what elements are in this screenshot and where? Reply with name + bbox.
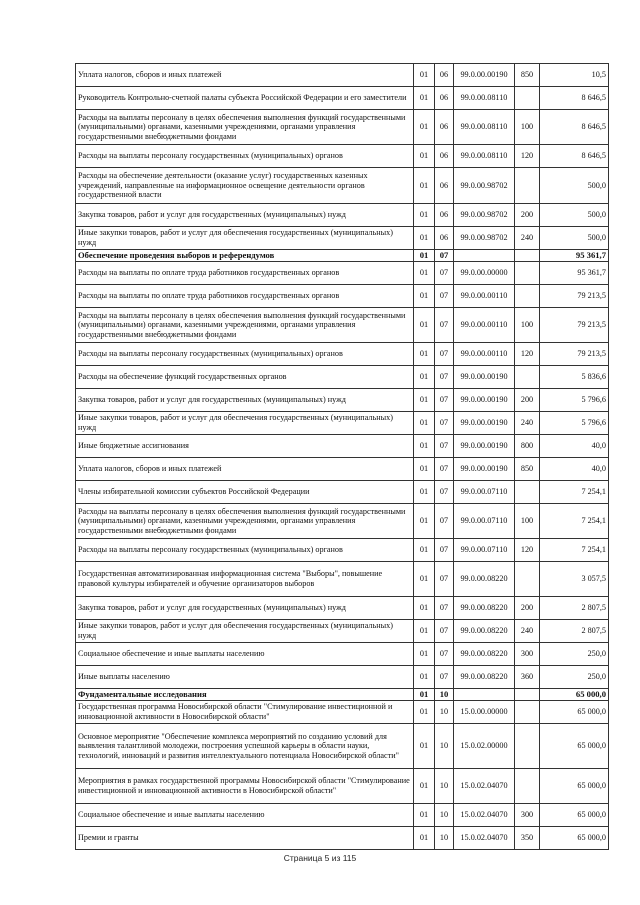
row-amount: 8 646,5 (540, 87, 609, 110)
table-row (76, 504, 609, 539)
row-expense-type: 200 (515, 389, 540, 412)
row-name: Государственная программа Новосибирской области "Стимулирование инвестиционной и инновационной активности в Новосибирской области" (76, 701, 414, 724)
row-name: Расходы на выплаты персоналу государственных (муниципальных) органов (76, 539, 414, 562)
row-expense-type: 350 (515, 827, 540, 850)
row-target-article (454, 689, 515, 701)
row-subsection-code: 06 (435, 64, 454, 87)
row-amount: 10,5 (540, 64, 609, 87)
row-expense-type: 800 (515, 435, 540, 458)
row-name: Фундаментальные исследования (76, 689, 414, 701)
row-name: Социальное обеспечение и иные выплаты населению (76, 643, 414, 666)
row-target-article: 15.0.02.00000 (454, 724, 515, 769)
row-expense-type (515, 701, 540, 724)
table-row (76, 110, 609, 145)
row-target-article: 99.0.00.98702 (454, 204, 515, 227)
row-expense-type (515, 481, 540, 504)
row-target-article: 99.0.00.08220 (454, 666, 515, 689)
row-target-article: 99.0.00.98702 (454, 168, 515, 204)
row-name: Иные выплаты населению (76, 666, 414, 689)
budget-table (75, 63, 609, 850)
row-amount: 95 361,7 (540, 250, 609, 262)
row-expense-type: 240 (515, 412, 540, 435)
row-section-code: 01 (414, 804, 435, 827)
row-section-code: 01 (414, 562, 435, 597)
row-target-article: 99.0.00.00110 (454, 285, 515, 308)
row-target-article: 99.0.00.00190 (454, 64, 515, 87)
row-amount: 500,0 (540, 168, 609, 204)
table-row (76, 701, 609, 724)
row-expense-type (515, 366, 540, 389)
row-section-code: 01 (414, 643, 435, 666)
row-amount: 65 000,0 (540, 804, 609, 827)
row-target-article: 15.0.00.00000 (454, 701, 515, 724)
row-amount: 5 836,6 (540, 366, 609, 389)
row-section-code: 01 (414, 308, 435, 343)
row-name: Государственная автоматизированная информационная система "Выборы", повышение правовой культуры избирателей и обучение организаторов выборов (76, 562, 414, 597)
row-section-code: 01 (414, 285, 435, 308)
row-subsection-code: 07 (435, 458, 454, 481)
table-row (76, 562, 609, 597)
row-target-article: 15.0.02.04070 (454, 769, 515, 804)
table-row (76, 481, 609, 504)
row-subsection-code: 07 (435, 620, 454, 643)
row-expense-type (515, 769, 540, 804)
row-subsection-code: 06 (435, 87, 454, 110)
row-section-code: 01 (414, 343, 435, 366)
row-expense-type: 100 (515, 308, 540, 343)
row-name: Расходы на выплаты персоналу государственных (муниципальных) органов (76, 145, 414, 168)
row-subsection-code: 07 (435, 504, 454, 539)
row-expense-type: 120 (515, 145, 540, 168)
row-target-article: 99.0.00.08220 (454, 597, 515, 620)
row-subsection-code: 10 (435, 804, 454, 827)
row-name: Расходы на выплаты персоналу государственных (муниципальных) органов (76, 343, 414, 366)
row-subsection-code: 06 (435, 204, 454, 227)
row-section-code: 01 (414, 539, 435, 562)
row-amount: 65 000,0 (540, 724, 609, 769)
row-expense-type: 200 (515, 597, 540, 620)
row-amount: 40,0 (540, 435, 609, 458)
row-amount: 65 000,0 (540, 769, 609, 804)
row-expense-type: 120 (515, 539, 540, 562)
row-subsection-code: 06 (435, 168, 454, 204)
table-row (76, 204, 609, 227)
row-subsection-code: 07 (435, 308, 454, 343)
row-amount: 2 807,5 (540, 620, 609, 643)
row-subsection-code: 07 (435, 412, 454, 435)
row-expense-type (515, 250, 540, 262)
row-expense-type (515, 168, 540, 204)
table-row (76, 389, 609, 412)
row-subsection-code: 07 (435, 562, 454, 597)
row-section-code: 01 (414, 504, 435, 539)
row-amount: 7 254,1 (540, 539, 609, 562)
row-amount: 3 057,5 (540, 562, 609, 597)
row-name: Уплата налогов, сборов и иных платежей (76, 458, 414, 481)
row-target-article: 99.0.00.08110 (454, 87, 515, 110)
row-target-article: 99.0.00.08220 (454, 620, 515, 643)
row-subsection-code: 07 (435, 481, 454, 504)
row-name: Закупка товаров, работ и услуг для государственных (муниципальных) нужд (76, 204, 414, 227)
row-section-code: 01 (414, 168, 435, 204)
row-target-article: 99.0.00.00110 (454, 308, 515, 343)
table-row (76, 435, 609, 458)
row-expense-type: 300 (515, 643, 540, 666)
row-subsection-code: 07 (435, 285, 454, 308)
row-name: Члены избирательной комиссии субъектов Российской Федерации (76, 481, 414, 504)
table-body (76, 64, 609, 850)
row-subsection-code: 06 (435, 145, 454, 168)
table-row (76, 412, 609, 435)
row-section-code: 01 (414, 145, 435, 168)
table-row (76, 643, 609, 666)
row-expense-type (515, 562, 540, 597)
row-expense-type (515, 689, 540, 701)
row-expense-type: 100 (515, 110, 540, 145)
page-number: Страница 5 из 115 (283, 853, 357, 863)
row-expense-type: 850 (515, 458, 540, 481)
row-target-article: 99.0.00.08220 (454, 562, 515, 597)
row-subsection-code: 07 (435, 343, 454, 366)
row-subsection-code: 10 (435, 701, 454, 724)
row-target-article: 99.0.00.08220 (454, 643, 515, 666)
table-row (76, 666, 609, 689)
row-section-code: 01 (414, 204, 435, 227)
row-amount: 40,0 (540, 458, 609, 481)
row-section-code: 01 (414, 701, 435, 724)
row-expense-type: 100 (515, 504, 540, 539)
table-row (76, 827, 609, 850)
row-section-code: 01 (414, 689, 435, 701)
row-amount: 250,0 (540, 643, 609, 666)
row-target-article: 99.0.00.00110 (454, 343, 515, 366)
row-section-code: 01 (414, 227, 435, 250)
row-name: Расходы на обеспечение функций государственных органов (76, 366, 414, 389)
row-section-code: 01 (414, 666, 435, 689)
row-target-article: 99.0.00.00000 (454, 262, 515, 285)
row-subsection-code: 07 (435, 666, 454, 689)
row-name: Иные закупки товаров, работ и услуг для обеспечения государственных (муниципальных) нужд (76, 620, 414, 643)
table-row (76, 724, 609, 769)
row-amount: 65 000,0 (540, 689, 609, 701)
row-expense-type: 240 (515, 227, 540, 250)
row-section-code: 01 (414, 250, 435, 262)
row-name: Мероприятия в рамках государственной программы Новосибирской области "Стимулирование инвестиционной и инновационной активности в Новосибирской области" (76, 769, 414, 804)
table-row (76, 539, 609, 562)
row-name: Расходы на выплаты персоналу в целях обеспечения выполнения функций государственными (муниципальными) органами, казенными учреждениями, органами управления государственными внебюджетными фондами (76, 308, 414, 343)
table-row (76, 458, 609, 481)
row-section-code: 01 (414, 64, 435, 87)
row-expense-type (515, 724, 540, 769)
row-name: Расходы на обеспечение деятельности (оказание услуг) государственных казенных учреждений, направленные на информационное освещение деятельности органов государственной власти (76, 168, 414, 204)
row-target-article: 15.0.02.04070 (454, 804, 515, 827)
row-name: Руководитель Контрольно-счетной палаты субъекта Российской Федерации и его заместители (76, 87, 414, 110)
row-amount: 8 646,5 (540, 145, 609, 168)
row-amount: 5 796,6 (540, 412, 609, 435)
row-section-code: 01 (414, 435, 435, 458)
row-target-article: 99.0.00.98702 (454, 227, 515, 250)
table-row (76, 597, 609, 620)
table-row (76, 804, 609, 827)
row-name: Иные закупки товаров, работ и услуг для обеспечения государственных (муниципальных) нужд (76, 227, 414, 250)
row-amount: 79 213,5 (540, 343, 609, 366)
row-amount: 500,0 (540, 204, 609, 227)
row-expense-type (515, 285, 540, 308)
row-amount: 8 646,5 (540, 110, 609, 145)
table-row (76, 620, 609, 643)
table-section-row (76, 689, 609, 701)
row-subsection-code: 10 (435, 827, 454, 850)
row-name: Расходы на выплаты персоналу в целях обеспечения выполнения функций государственными (муниципальными) органами, казенными учреждениями, органами управления государственными внебюджетными фондами (76, 110, 414, 145)
row-target-article: 99.0.00.07110 (454, 539, 515, 562)
row-target-article (454, 250, 515, 262)
table-row (76, 308, 609, 343)
row-amount: 500,0 (540, 227, 609, 250)
row-target-article: 99.0.00.07110 (454, 481, 515, 504)
row-target-article: 99.0.00.07110 (454, 504, 515, 539)
row-section-code: 01 (414, 620, 435, 643)
row-section-code: 01 (414, 597, 435, 620)
row-name: Премии и гранты (76, 827, 414, 850)
row-name: Закупка товаров, работ и услуг для государственных (муниципальных) нужд (76, 389, 414, 412)
row-section-code: 01 (414, 366, 435, 389)
row-amount: 65 000,0 (540, 827, 609, 850)
row-section-code: 01 (414, 481, 435, 504)
table-row (76, 285, 609, 308)
row-name: Расходы на выплаты по оплате труда работников государственных органов (76, 285, 414, 308)
row-amount: 5 796,6 (540, 389, 609, 412)
row-target-article: 99.0.00.00190 (454, 389, 515, 412)
table-row (76, 168, 609, 204)
row-subsection-code: 07 (435, 366, 454, 389)
table-row (76, 87, 609, 110)
row-section-code: 01 (414, 412, 435, 435)
row-subsection-code: 06 (435, 227, 454, 250)
row-name: Расходы на выплаты персоналу в целях обеспечения выполнения функций государственными (муниципальными) органами, казенными учреждениями, органами управления государственными внебюджетными фондами (76, 504, 414, 539)
row-section-code: 01 (414, 389, 435, 412)
row-subsection-code: 07 (435, 435, 454, 458)
row-target-article: 99.0.00.08110 (454, 145, 515, 168)
row-target-article: 99.0.00.00190 (454, 366, 515, 389)
row-section-code: 01 (414, 262, 435, 285)
row-name: Социальное обеспечение и иные выплаты населению (76, 804, 414, 827)
table-section-row (76, 250, 609, 262)
row-subsection-code: 10 (435, 724, 454, 769)
row-name: Уплата налогов, сборов и иных платежей (76, 64, 414, 87)
table-row (76, 343, 609, 366)
table-row (76, 769, 609, 804)
table-row (76, 227, 609, 250)
table-row (76, 262, 609, 285)
row-target-article: 99.0.00.08110 (454, 110, 515, 145)
table-row (76, 366, 609, 389)
row-target-article: 99.0.00.00190 (454, 458, 515, 481)
row-target-article: 99.0.00.00190 (454, 435, 515, 458)
row-expense-type: 850 (515, 64, 540, 87)
row-subsection-code: 07 (435, 389, 454, 412)
row-name: Обеспечение проведения выборов и референдумов (76, 250, 414, 262)
row-amount: 79 213,5 (540, 308, 609, 343)
row-subsection-code: 07 (435, 262, 454, 285)
row-section-code: 01 (414, 87, 435, 110)
row-name: Иные бюджетные ассигнования (76, 435, 414, 458)
row-section-code: 01 (414, 110, 435, 145)
row-section-code: 01 (414, 458, 435, 481)
row-amount: 95 361,7 (540, 262, 609, 285)
row-expense-type: 200 (515, 204, 540, 227)
row-target-article: 99.0.00.00190 (454, 412, 515, 435)
row-expense-type: 120 (515, 343, 540, 366)
row-subsection-code: 07 (435, 643, 454, 666)
row-subsection-code: 10 (435, 769, 454, 804)
row-expense-type: 240 (515, 620, 540, 643)
row-amount: 79 213,5 (540, 285, 609, 308)
row-section-code: 01 (414, 827, 435, 850)
row-name: Расходы на выплаты по оплате труда работников государственных органов (76, 262, 414, 285)
table-row (76, 145, 609, 168)
row-section-code: 01 (414, 769, 435, 804)
row-name: Основное мероприятие "Обеспечение комплекса мероприятий по созданию условий для выявления талантливой молодежи, построения успешной карьеры в области науки, технологий, инноваций и развития интеллектуального потенциала Новосибирской области" (76, 724, 414, 769)
row-amount: 7 254,1 (540, 481, 609, 504)
row-target-article: 15.0.02.04070 (454, 827, 515, 850)
row-amount: 7 254,1 (540, 504, 609, 539)
row-amount: 250,0 (540, 666, 609, 689)
row-section-code: 01 (414, 724, 435, 769)
row-expense-type (515, 87, 540, 110)
row-subsection-code: 07 (435, 597, 454, 620)
row-amount: 2 807,5 (540, 597, 609, 620)
row-subsection-code: 07 (435, 539, 454, 562)
table-row (76, 64, 609, 87)
row-subsection-code: 06 (435, 110, 454, 145)
row-amount: 65 000,0 (540, 701, 609, 724)
row-expense-type (515, 262, 540, 285)
row-expense-type: 360 (515, 666, 540, 689)
row-name: Закупка товаров, работ и услуг для государственных (муниципальных) нужд (76, 597, 414, 620)
row-expense-type: 300 (515, 804, 540, 827)
row-name: Иные закупки товаров, работ и услуг для обеспечения государственных (муниципальных) нужд (76, 412, 414, 435)
row-subsection-code: 10 (435, 689, 454, 701)
row-subsection-code: 07 (435, 250, 454, 262)
